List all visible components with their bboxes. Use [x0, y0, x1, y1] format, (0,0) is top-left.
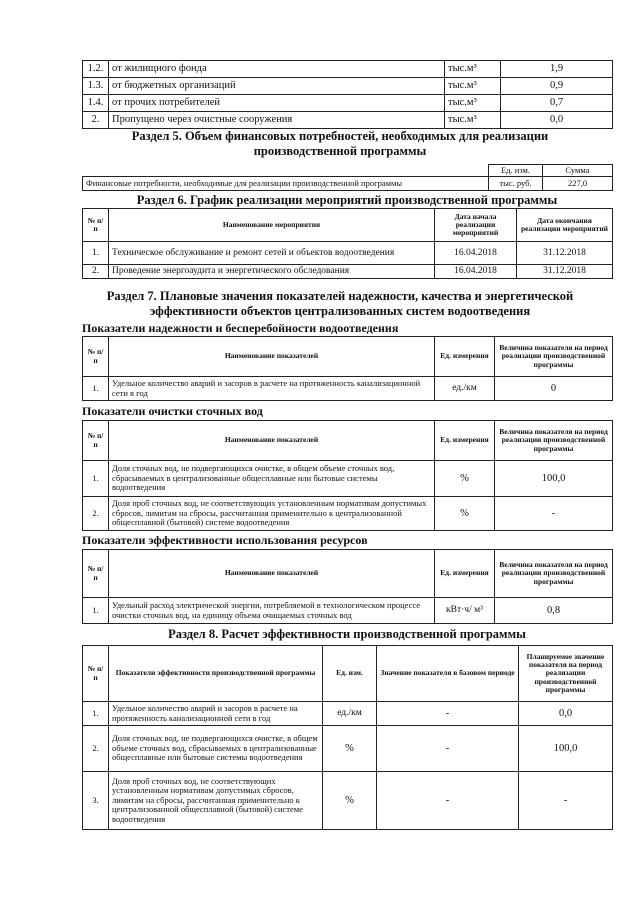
table-row: 1. Удельный расход электрической энергии, потребляемой в технологическом процессе очистки сточных вод, на единицу объема очищаемых сточных вод кВт·ч/ м³ 0,8: [83, 598, 613, 624]
reliability-subtitle: Показатели надежности и бесперебойности водоотведения: [82, 321, 399, 335]
table-row: Финансовые потребности, необходимые для реализации производственной программы тыс. руб. 227,0: [83, 177, 613, 191]
table-row: 2. Пропущено через очистные сооружения тыс.м³ 0,0: [83, 112, 613, 129]
table-row: 1.2. от жилищного фонда тыс.м³ 1,9: [83, 61, 613, 78]
section-8-title: Раздел 8. Расчет эффективности производственной программы: [168, 627, 526, 641]
efficiency-calculation-table: № п/п Показатели эффективности производственной программы Ед. изм. Значение показателя в базовом периоде Планируемое значение показателя на период реализации производственной программы 1. Удельное количество аварий и засоров в расчете на протяженность канализационной сети в год ед./км - 0,0 2. Доля сточных вод, не подвергающихся очистке, в общем объеме сточных вод, сбрасываемых в централизованные общесплавные или бытовые системы водоотведения % - 100,0 3. Доля проб сточных вод, не соответствующих установленным нормативам допустимых сбросов, лимитам на сбросы, рассчитанная применительно к централизованной общесплавной (бытовой) системе водоотведения % - -: [82, 645, 613, 830]
table-row: 1. Удельное количество аварий и засоров в расчете на протяженность канализационной сети в год ед./км - 0,0: [83, 702, 613, 726]
table-row: 1. Удельное количество аварий и засоров в расчете на протяженность канализационной сети в год ед./км 0: [83, 377, 613, 401]
schedule-table: № п/п Наименование мероприятия Дата начала реализации мероприятий Дата окончания реализации мероприятий 1. Техническое обслуживание и ремонт сетей и объектов водоотведения 16.04.2018 31.12.2018 2. Проведение энергоаудита и энергетического обследования 16.04.2018 31.12.2018: [82, 208, 613, 279]
reliability-table: № п/п Наименование показателей Ед. измерения Величина показателя на период реализации производственной программы 1. Удельное количество аварий и засоров в расчете на протяженность канализационной сети в год ед./км 0: [82, 336, 613, 401]
table-row: 2. Доля сточных вод, не подвергающихся очистке, в общем объеме сточных вод, сбрасываемых в централизованные общесплавные или бытовые системы водоотведения % - 100,0: [83, 726, 613, 772]
table-row: 2. Доля проб сточных вод, не соответствующих установленным нормативам допустимых сбросов, лимитам на сбросы, рассчитанная применительно к централизованной общесплавной (бытовой) системе водоотведения % -: [83, 497, 613, 531]
section-5-title: Раздел 5. Объем финансовых потребностей, необходимых для реализации производственной программы: [131, 129, 549, 158]
resource-efficiency-subtitle: Показатели эффективности использования ресурсов: [82, 533, 368, 547]
table-row: 1.3. от бюджетных организаций тыс.м³ 0,9: [83, 78, 613, 95]
resource-efficiency-table: № п/п Наименование показателей Ед. измерения Величина показателя на период реализации производственной программы 1. Удельный расход электрической энергии, потребляемой в технологическом процессе очистки сточных вод, на единицу объема очищаемых сточных вод кВт·ч/ м³ 0,8: [82, 549, 613, 624]
treatment-table: № п/п Наименование показателей Ед. измерения Величина показателя на период реализации производственной программы 1. Доля сточных вод, не подвергающихся очистке, в общем объеме сточных вод, сбрасываемых в централизованные общесплавные или бытовые системы водоотведения % 100,0 2. Доля проб сточных вод, не соответствующих установленным нормативам допустимых сбросов, лимитам на сбросы, рассчитанная применительно к централизованной общесплавной (бытовой) системе водоотведения % -: [82, 420, 613, 531]
table-row: 1. Доля сточных вод, не подвергающихся очистке, в общем объеме сточных вод, сбрасываемых в централизованные общесплавные или бытовые системы водоотведения % 100,0: [83, 461, 613, 497]
section-6-title: Раздел 6. График реализации мероприятий производственной программы: [136, 193, 558, 207]
table-row: 3. Доля проб сточных вод, не соответствующих установленным нормативам допустимых сбросов, лимитам на сбросы, рассчитанная применительно к централизованной общесплавной (бытовой) системе водоотведения % - -: [83, 772, 613, 830]
table-row: 1. Техническое обслуживание и ремонт сетей и объектов водоотведения 16.04.2018 31.12.2018: [83, 242, 613, 265]
wastewater-volume-table: [82, 60, 613, 129]
table-row: 2. Проведение энергоаудита и энергетического обследования 16.04.2018 31.12.2018: [83, 265, 613, 279]
table-row: 1.4. от прочих потребителей тыс.м³ 0,7: [83, 95, 613, 112]
financial-needs-table: Ед. изм. Сумма Финансовые потребности, необходимые для реализации производственной программы тыс. руб. 227,0: [82, 164, 613, 191]
section-7-title: Раздел 7. Плановые значения показателей надежности, качества и энергетической эффективности объектов централизованных систем водоотведения: [106, 289, 574, 318]
treatment-subtitle: Показатели очистки сточных вод: [82, 404, 263, 418]
